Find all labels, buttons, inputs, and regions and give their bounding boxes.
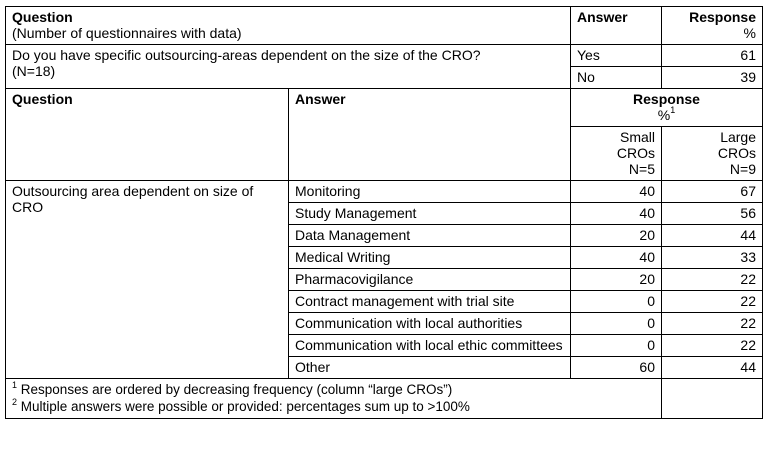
- small-cros-l1: Small: [619, 129, 655, 145]
- row-small-value: 0: [571, 335, 662, 357]
- small-cros-l3: N=5: [628, 161, 655, 177]
- row-large-value: 22: [662, 291, 763, 313]
- top-response-unit: %: [743, 25, 756, 41]
- row-small-value: 0: [571, 313, 662, 335]
- row-answer: Communication with local ethic committees: [289, 335, 571, 357]
- large-cros-l3: N=9: [729, 161, 756, 177]
- footnotes-cell: [6, 379, 662, 419]
- bottom-question-header-cell: [6, 89, 289, 181]
- row-small-value: 0: [571, 291, 662, 313]
- top-answer-header: Answer: [577, 9, 628, 25]
- top-answer-no: No: [571, 67, 662, 89]
- footnote-2-text: Multiple answers were possible or provided: percentages sum up to >100%: [20, 399, 470, 414]
- top-question-subheader: (Number of questionnaires with data): [12, 25, 242, 41]
- row-answer: Contract management with trial site: [289, 291, 571, 313]
- top-answer-yes: Yes: [571, 45, 662, 67]
- bottom-response-header: Response: [633, 91, 700, 107]
- row-small-value: 60: [571, 357, 662, 379]
- row-small-value: 40: [571, 247, 662, 269]
- bottom-header-row: [6, 89, 763, 127]
- footnote-1-text: Responses are ordered by decreasing frequency (column “large CROs”): [20, 382, 453, 397]
- row-large-value: 22: [662, 335, 763, 357]
- bottom-answer-header-cell: [289, 89, 571, 181]
- top-question-text: Do you have specific outsourcing-areas dependent on the size of the CRO?: [12, 47, 481, 63]
- row-large-value: 22: [662, 313, 763, 335]
- bottom-answer-header: Answer: [295, 91, 346, 107]
- top-response-header: Response: [689, 9, 756, 25]
- row-large-value: 56: [662, 203, 763, 225]
- top-value-yes: 61: [662, 45, 763, 67]
- footnote-row: [6, 379, 763, 419]
- large-cros-header: [662, 127, 763, 181]
- top-answer-header-cell: [571, 7, 662, 45]
- top-question-header-cell: [6, 7, 571, 45]
- large-cros-l1: Large: [720, 129, 756, 145]
- footnote-2-mark: 2: [12, 396, 18, 407]
- bottom-response-unit-line: [577, 107, 756, 123]
- row-answer: Monitoring: [289, 181, 571, 203]
- results-table: [5, 6, 763, 419]
- row-small-value: 20: [571, 225, 662, 247]
- footnote-1: [12, 381, 655, 398]
- row-answer: Communication with local authorities: [289, 313, 571, 335]
- bottom-response-unit: %: [657, 107, 671, 123]
- top-row-yes: [6, 45, 763, 67]
- row-large-value: 22: [662, 269, 763, 291]
- row-small-value: 40: [571, 181, 662, 203]
- row-answer: Medical Writing: [289, 247, 571, 269]
- footnote-1-mark: 1: [12, 379, 18, 390]
- footnote-2: [12, 398, 655, 415]
- row-large-value: 33: [662, 247, 763, 269]
- large-cros-l2: CROs: [717, 145, 756, 161]
- bottom-question-header: Question: [12, 91, 73, 107]
- top-response-header-cell: [662, 7, 763, 45]
- top-question-cell: [6, 45, 571, 89]
- small-cros-header: [571, 127, 662, 181]
- row-large-value: 67: [662, 181, 763, 203]
- top-question-n: (N=18): [12, 63, 56, 79]
- top-value-no: 39: [662, 67, 763, 89]
- row-answer: Other: [289, 357, 571, 379]
- footnote-empty-cell: [662, 379, 763, 419]
- row-answer: Study Management: [289, 203, 571, 225]
- table-row: [6, 181, 763, 203]
- row-large-value: 44: [662, 225, 763, 247]
- top-header-row: [6, 7, 763, 45]
- row-answer: Pharmacovigilance: [289, 269, 571, 291]
- top-question-header: Question: [12, 9, 73, 25]
- bottom-question-cell: Outsourcing area dependent on size of CRO: [6, 181, 289, 379]
- row-large-value: 44: [662, 357, 763, 379]
- row-small-value: 40: [571, 203, 662, 225]
- bottom-response-header-cell: [571, 89, 763, 127]
- row-small-value: 20: [571, 269, 662, 291]
- small-cros-l2: CROs: [616, 145, 655, 161]
- bottom-response-sup: 1: [670, 105, 676, 116]
- row-answer: Data Management: [289, 225, 571, 247]
